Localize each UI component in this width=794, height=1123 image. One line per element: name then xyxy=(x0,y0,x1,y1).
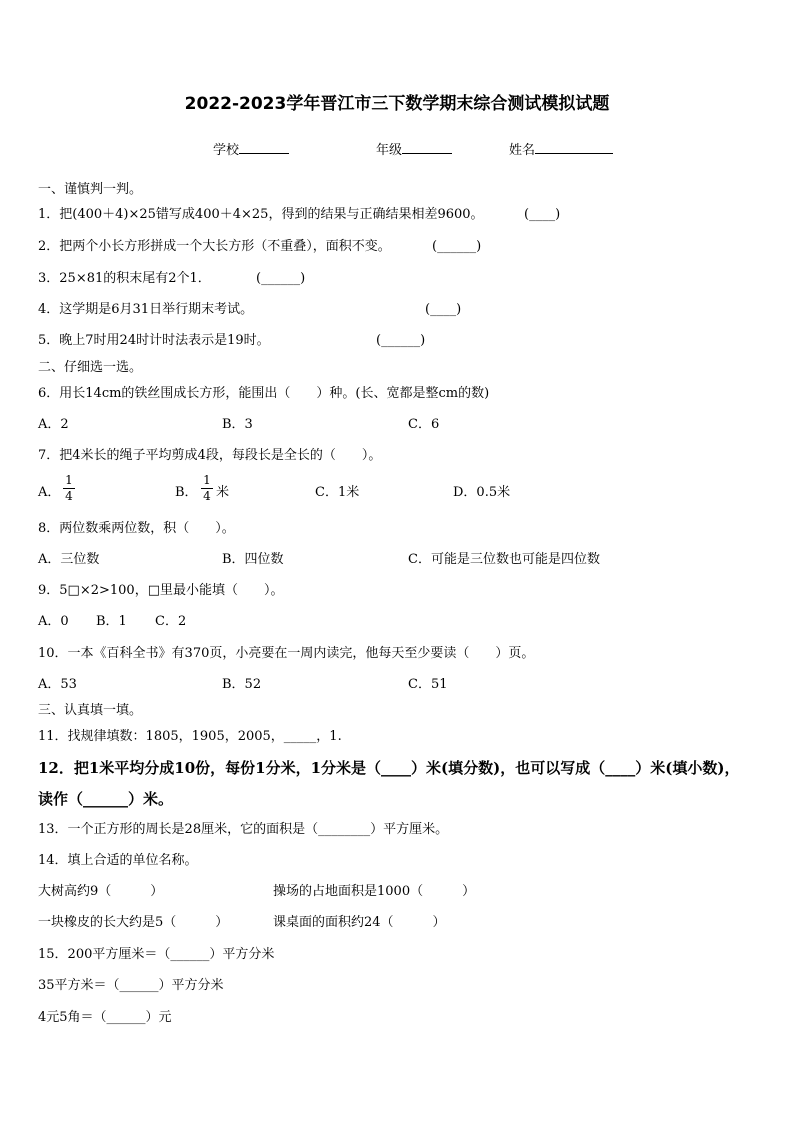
question-15-item-1: 15．200平方厘米＝（______）平方分米 xyxy=(38,947,275,962)
question-7-option-d: D．0.5米 xyxy=(453,485,511,500)
section-2-heading: 二、仔细选一选。 xyxy=(38,360,143,375)
question-6-option-c: C．6 xyxy=(408,417,440,432)
question-7: 7．把4米长的绳子平均剪成4段，每段长是全长的（ ）。 xyxy=(38,448,382,463)
name-field xyxy=(509,141,613,159)
question-1-answer: (____) xyxy=(524,207,561,222)
school-label: 学校 xyxy=(213,143,240,158)
section-3-heading: 三、认真填一填。 xyxy=(38,703,143,718)
question-8-option-b: B．四位数 xyxy=(222,552,284,567)
fraction-denominator: 4 xyxy=(65,489,73,503)
question-5: 5．晚上7时用24时计时法表示是19时。 xyxy=(38,333,270,348)
question-10-option-c: C．51 xyxy=(408,677,448,692)
fraction-denominator: 4 xyxy=(203,489,211,503)
name-blank xyxy=(535,141,613,154)
question-6: 6．用长14cm的铁丝围成长方形，能围出（ ）种。(长、宽都是整cm的数) xyxy=(38,386,490,401)
question-7-option-b-unit: 米 xyxy=(216,485,230,500)
section-1-heading: 一、谨慎判一判。 xyxy=(38,182,143,197)
question-9: 9．5□×2>100，□里最小能填（ ）。 xyxy=(38,583,284,598)
question-6-option-b: B．3 xyxy=(222,417,253,432)
question-4-answer: (____) xyxy=(425,302,462,317)
question-10: 10．一本《百科全书》有370页，小亮要在一周内读完，他每天至少要读（ ）页。 xyxy=(38,646,535,661)
school-blank xyxy=(239,141,289,154)
question-7-option-a: A． xyxy=(38,485,61,500)
question-14: 14．填上合适的单位名称。 xyxy=(38,853,198,868)
question-2-answer: (______) xyxy=(432,239,482,254)
question-10-option-a: A．53 xyxy=(38,677,77,692)
question-13: 13．一个正方形的周长是28厘米，它的面积是（________）平方厘米。 xyxy=(38,822,449,837)
question-3: 3．25×81的积末尾有2个1． xyxy=(38,271,211,286)
question-3-answer: (______) xyxy=(256,271,306,286)
question-14-item-4: 课桌面的面积约24（ ） xyxy=(273,915,446,930)
question-9-option-b: B．1 xyxy=(96,614,127,629)
question-8-option-c: C．可能是三位数也可能是四位数 xyxy=(408,552,600,567)
question-15-item-3: 4元5角＝（______）元 xyxy=(38,1010,172,1025)
question-12-line-1: 12．把1米平均分成10份，每份1分米，1分米是（____）米(填分数)，也可以写成（____）米(填小数)， xyxy=(38,759,740,777)
question-7-b-fraction xyxy=(201,474,213,503)
question-7-a-fraction xyxy=(63,474,75,503)
grade-field xyxy=(376,141,452,159)
question-11: 11．找规律填数：1805，1905，2005，_____，1. xyxy=(38,729,342,744)
page-title: 2022-2023学年晋江市三下数学期末综合测试模拟试题 xyxy=(184,94,610,114)
question-9-option-a: A．0 xyxy=(38,614,69,629)
question-14-item-3: 一块橡皮的长大约是5（ ） xyxy=(38,915,229,930)
question-12-line-2: 读作（______）米。 xyxy=(38,790,174,808)
question-15-item-2: 35平方米＝（______）平方分米 xyxy=(38,978,224,993)
fraction-numerator: 1 xyxy=(65,473,73,487)
question-6-option-a: A．2 xyxy=(38,417,69,432)
question-8: 8．两位数乘两位数，积（ ）。 xyxy=(38,521,235,536)
question-4: 4．这学期是6月31日举行期末考试。 xyxy=(38,302,254,317)
question-2: 2．把两个小长方形拼成一个大长方形（不重叠），面积不变。 xyxy=(38,239,391,254)
question-5-answer: (______) xyxy=(376,333,426,348)
question-7-option-c: C．1米 xyxy=(315,485,360,500)
question-14-item-1: 大树高约9（ ） xyxy=(38,884,164,899)
fraction-numerator: 1 xyxy=(203,473,211,487)
question-14-item-2: 操场的占地面积是1000（ ） xyxy=(273,884,476,899)
question-9-option-c: C．2 xyxy=(155,614,187,629)
grade-label: 年级 xyxy=(376,143,403,158)
question-7-option-b: B． xyxy=(175,485,198,500)
question-10-option-b: B．52 xyxy=(222,677,262,692)
name-label: 姓名 xyxy=(509,143,536,158)
school-field xyxy=(213,141,289,159)
grade-blank xyxy=(402,141,452,154)
question-8-option-a: A．三位数 xyxy=(38,552,100,567)
question-1: 1．把(400＋4)×25错写成400＋4×25，得到的结果与正确结果相差9600。 xyxy=(38,207,484,222)
